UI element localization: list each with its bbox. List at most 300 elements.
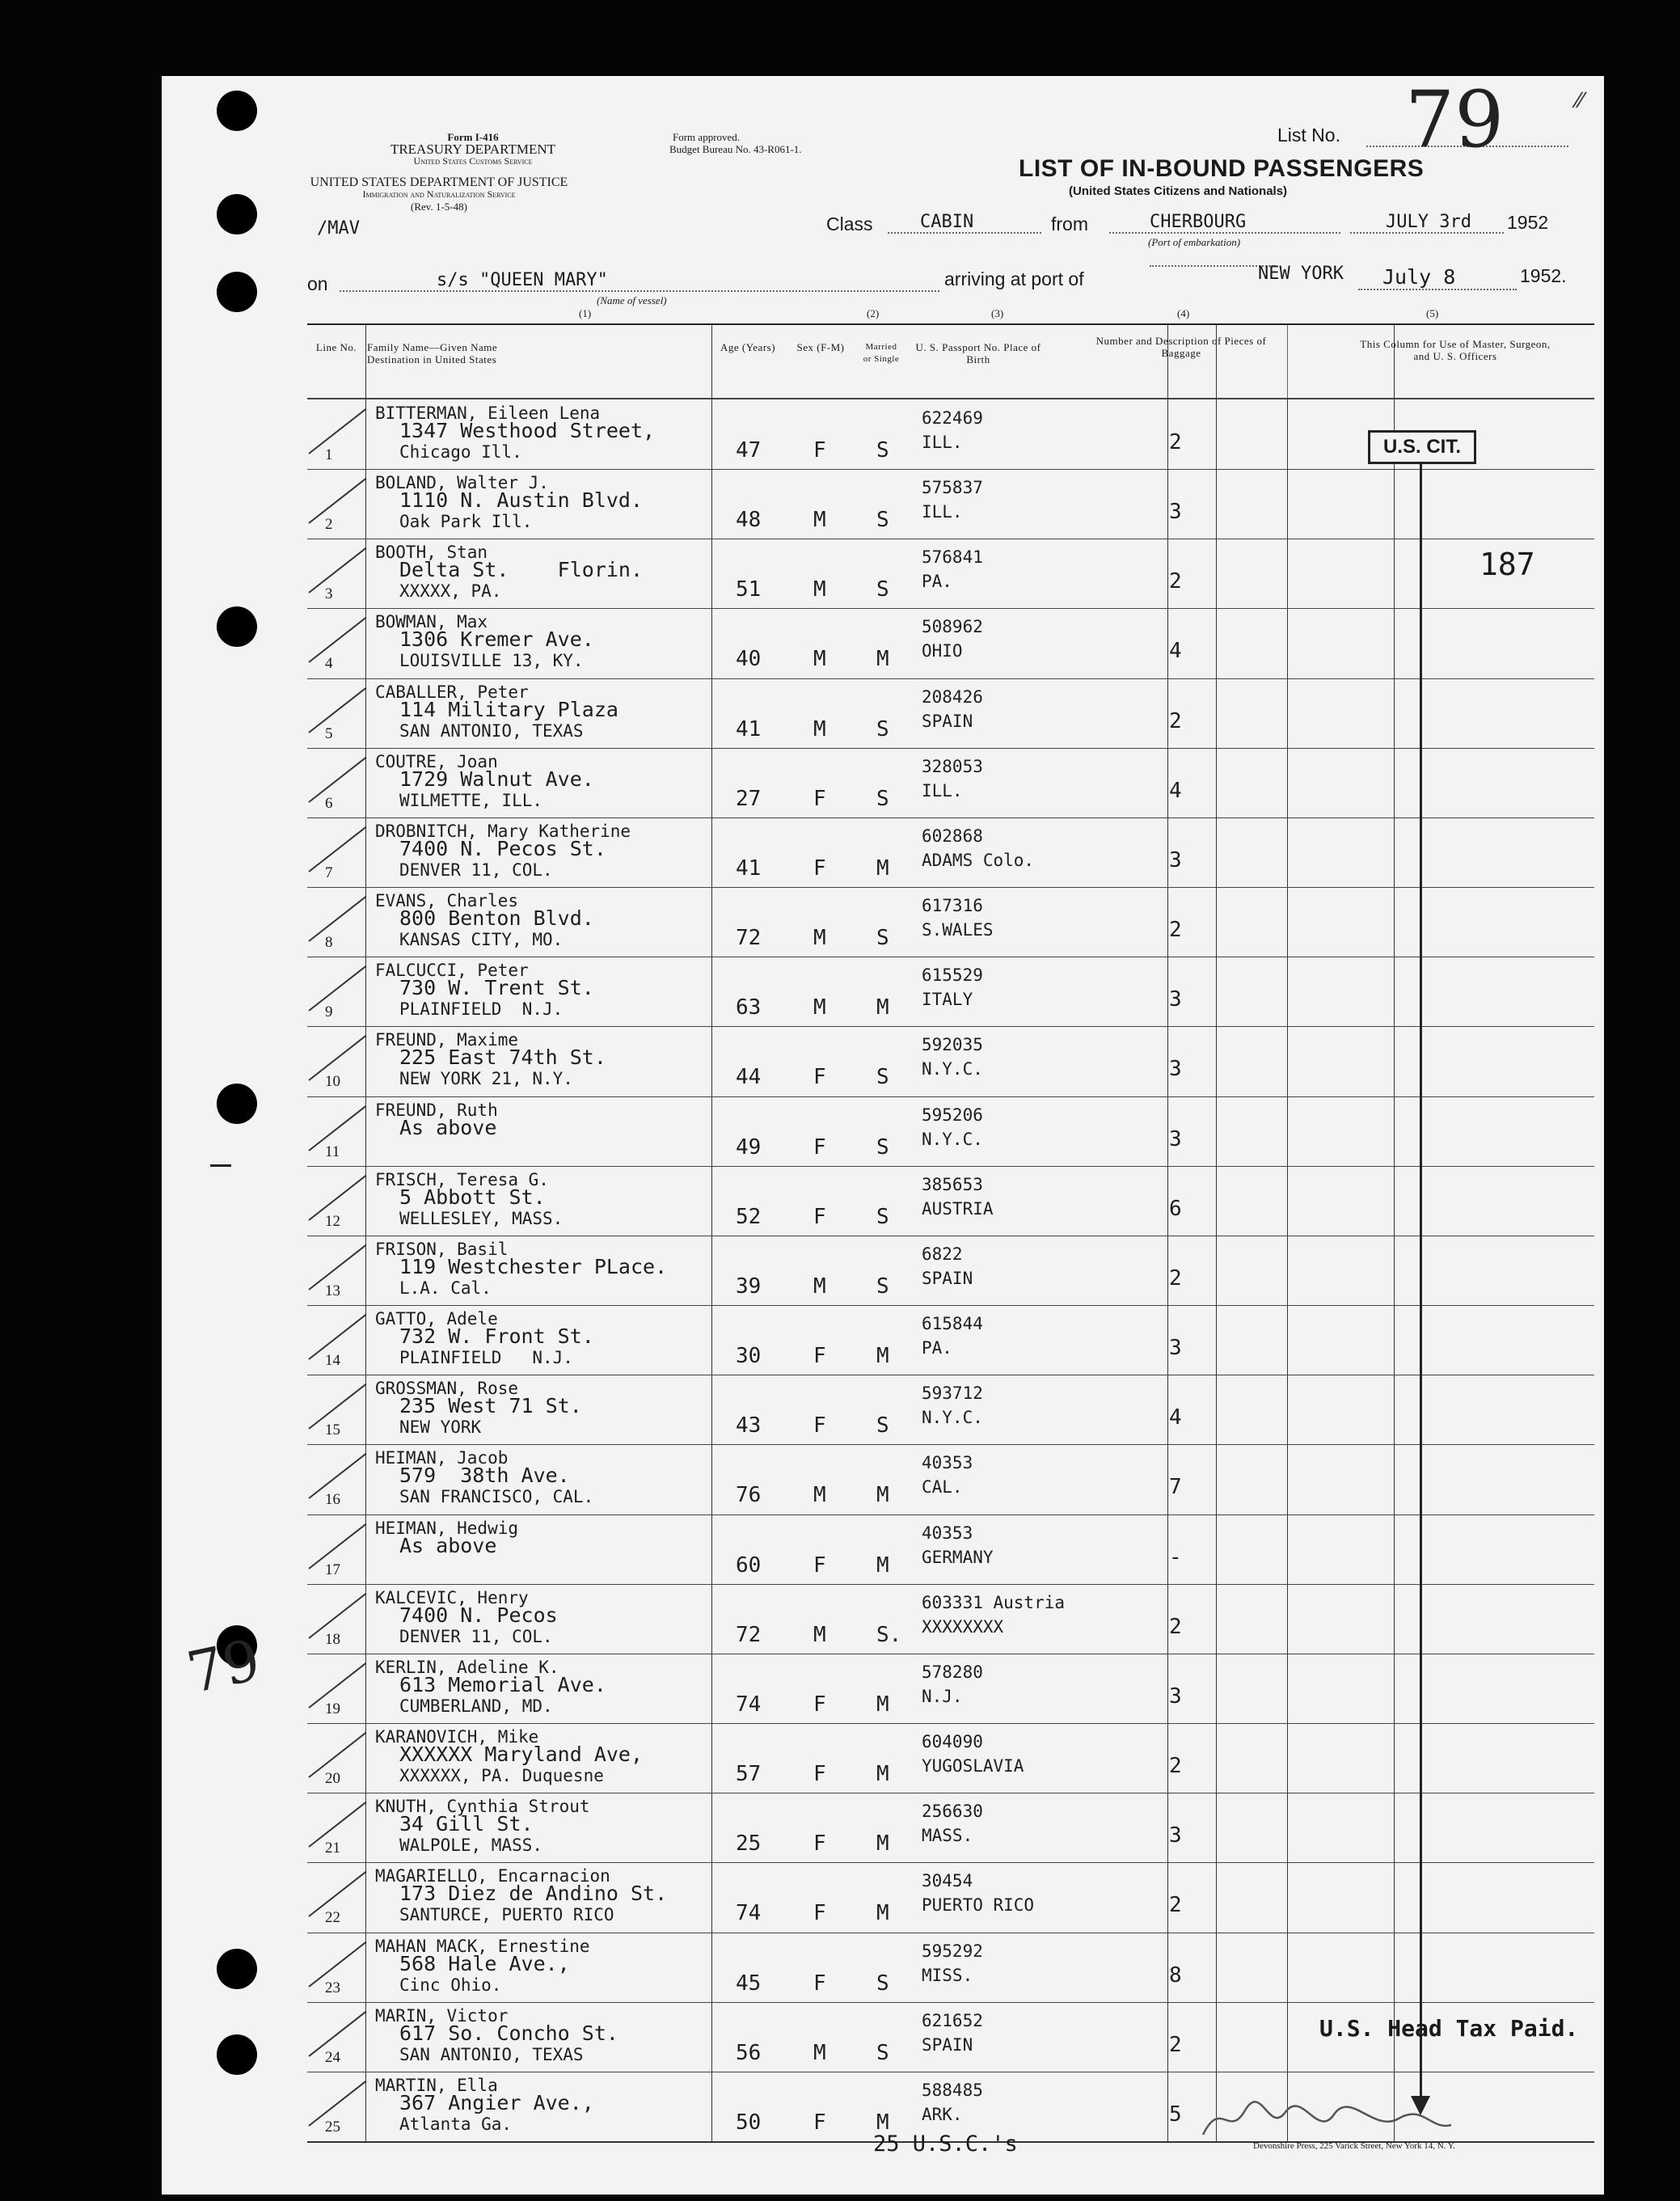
baggage-count: 2 <box>1169 430 1182 454</box>
passport-number: 256630 <box>922 1802 983 1822</box>
address-line: 1347 Westhood Street, <box>399 419 656 442</box>
customs-label: United States Customs Service <box>413 155 533 167</box>
table-row <box>307 1933 1594 2002</box>
place-of-birth: N.Y.C. <box>922 1129 983 1149</box>
age: 39 <box>736 1274 762 1299</box>
sex: M <box>813 995 826 1020</box>
age: 56 <box>736 2040 762 2065</box>
col-marker-2: (2) <box>867 307 880 319</box>
year-departure: 1952 <box>1507 212 1549 233</box>
baggage-count: 2 <box>1169 569 1182 594</box>
passenger-name: KNUTH, Cynthia Strout <box>375 1797 590 1817</box>
marital-status: S <box>876 577 889 602</box>
table-row <box>307 817 1594 887</box>
table-row <box>307 1096 1594 1166</box>
address-line: 7400 N. Pecos <box>399 1603 558 1627</box>
binder-hole <box>217 606 257 647</box>
place-of-birth: PA. <box>922 1338 952 1358</box>
col-header-line: Line No. <box>315 341 357 353</box>
binder-hole <box>217 272 257 312</box>
line-number: 6 <box>325 794 333 812</box>
table-row <box>307 748 1594 817</box>
marital-status: S <box>876 786 889 811</box>
baggage-count: 2 <box>1169 1614 1182 1639</box>
age: 63 <box>736 995 762 1020</box>
line-number: 8 <box>325 934 333 952</box>
age: 41 <box>736 855 762 881</box>
table-row <box>307 1236 1594 1305</box>
approved-label: Form approved. <box>673 131 741 143</box>
line-number: 23 <box>325 1979 340 1996</box>
place-of-birth: ITALY <box>922 990 973 1010</box>
address-line: 1729 Walnut Ave. <box>399 767 594 791</box>
check-mark <box>308 757 366 803</box>
passenger-name: MARTIN, Ella <box>375 2075 498 2095</box>
class-label: Class <box>826 213 873 234</box>
clerk-initials: /MAV <box>317 218 360 239</box>
document-title: LIST OF IN-BOUND PASSENGERS <box>1019 155 1425 182</box>
from-label: from <box>1051 213 1088 234</box>
form-header-block <box>340 131 606 167</box>
marital-status: M <box>876 995 889 1020</box>
baggage-count: 3 <box>1169 847 1182 872</box>
line-number: 13 <box>325 1282 340 1299</box>
marital-status: M <box>876 1692 889 1717</box>
line-number: 10 <box>325 1073 340 1091</box>
address-line: As above <box>399 1533 497 1557</box>
marital-status: S <box>876 438 889 463</box>
col-header-age: Age (Years) <box>720 341 776 353</box>
col-header-sex: Sex (F-M) <box>796 341 845 353</box>
passenger-name: COUTRE, Joan <box>375 751 498 771</box>
place-of-birth: N.J. <box>922 1686 963 1706</box>
on-label: on <box>307 273 328 294</box>
marital-status: M <box>876 855 889 881</box>
place-of-birth: N.Y.C. <box>922 1059 983 1079</box>
address-city: WALPOLE, MASS. <box>399 1836 543 1856</box>
baggage-count: 2 <box>1169 1754 1182 1779</box>
table-row <box>307 469 1594 539</box>
age: 50 <box>736 2110 762 2135</box>
passport-number: 508962 <box>922 617 983 637</box>
address-line: 617 So. Concho St. <box>399 2021 618 2045</box>
address-line: 173 Diez de Andino St. <box>399 1882 668 1906</box>
line-number: 12 <box>325 1212 340 1230</box>
place-of-birth: XXXXXXXX <box>922 1616 1004 1637</box>
baggage-count: 2 <box>1169 2032 1182 2057</box>
budget-label: Budget Bureau No. 43-R061-1. <box>669 143 802 155</box>
line-number: 15 <box>325 1422 340 1439</box>
baggage-count: 7 <box>1169 1475 1182 1500</box>
passport-number: 578280 <box>922 1662 983 1682</box>
age: 72 <box>736 926 762 951</box>
line-number: 9 <box>325 1003 333 1021</box>
check-mark <box>308 826 366 872</box>
table-row <box>307 1584 1594 1654</box>
address-city: SAN ANTONIO, TEXAS <box>399 2044 584 2064</box>
table-row <box>307 1793 1594 1862</box>
age: 51 <box>736 577 762 602</box>
marital-status: S <box>876 926 889 951</box>
baggage-count: 3 <box>1169 1823 1182 1848</box>
address-line: Delta St. Florin. <box>399 558 644 582</box>
passenger-name: FREUND, Ruth <box>375 1100 498 1120</box>
line-number: 4 <box>325 655 333 673</box>
class-value: CABIN <box>888 212 1041 234</box>
binder-hole <box>217 1084 257 1124</box>
sex: F <box>813 786 826 811</box>
check-mark <box>308 408 366 454</box>
place-of-birth: PA. <box>922 572 952 592</box>
passenger-name: FALCUCCI, Peter <box>375 961 529 981</box>
line-number: 18 <box>325 1630 340 1648</box>
place-of-birth: ILL. <box>922 502 963 522</box>
line-number: 7 <box>325 864 333 881</box>
binder-hole <box>217 91 257 131</box>
sex: F <box>813 438 826 463</box>
officer-signature <box>1197 2094 1455 2143</box>
marital-status: M <box>876 1553 889 1578</box>
marital-status: S <box>876 716 889 741</box>
address-line: 732 W. Front St. <box>399 1324 594 1349</box>
address-city: SAN FRANCISCO, CAL. <box>399 1487 594 1507</box>
address-line: 7400 N. Pecos St. <box>399 836 606 860</box>
address-line: 119 Westchester PLace. <box>399 1254 668 1278</box>
justice-label: UNITED STATES DEPARTMENT OF JUSTICE <box>310 175 568 189</box>
age: 74 <box>736 1901 762 1926</box>
age: 47 <box>736 438 762 463</box>
passenger-name: BOWMAN, Max <box>375 612 488 632</box>
place-of-birth: SPAIN <box>922 1268 973 1288</box>
place-of-birth: ADAMS Colo. <box>922 850 1035 870</box>
address-city: SANTURCE, PUERTO RICO <box>399 1905 614 1925</box>
baggage-count: 4 <box>1169 639 1182 664</box>
place-of-birth: AUSTRIA <box>922 1198 994 1219</box>
line-number: 21 <box>325 1840 340 1857</box>
sex: M <box>813 1483 826 1508</box>
marital-status: M <box>876 1831 889 1857</box>
departure-date: JULY 3rd <box>1350 212 1504 234</box>
sex: M <box>813 716 826 741</box>
check-mark <box>308 478 366 524</box>
marital-status: S <box>876 1204 889 1229</box>
binder-hole <box>217 194 257 234</box>
baggage-count: 3 <box>1169 1336 1182 1361</box>
address-line: 235 West 71 St. <box>399 1394 582 1418</box>
address-line: 730 W. Trent St. <box>399 976 594 1000</box>
baggage-count: 3 <box>1169 987 1182 1012</box>
address-city: KANSAS CITY, MO. <box>399 930 564 950</box>
address-city: WELLESLEY, MASS. <box>399 1208 564 1228</box>
age: 57 <box>736 1762 762 1787</box>
marital-status: S <box>876 508 889 533</box>
passport-number: 40353 <box>922 1523 973 1543</box>
marital-status: S <box>876 1065 889 1090</box>
passport-number: 6822 <box>922 1244 963 1264</box>
place-of-birth: ARK. <box>922 2104 963 2124</box>
place-of-birth: GERMANY <box>922 1547 994 1567</box>
passenger-name: GATTO, Adele <box>375 1309 498 1329</box>
age: 30 <box>736 1344 762 1369</box>
passenger-name: DROBNITCH, Mary Katherine <box>375 821 631 841</box>
vessel-note: (Name of vessel) <box>597 294 667 306</box>
arrival-port-value: NEW YORK <box>1258 264 1344 284</box>
baggage-count: 8 <box>1169 1962 1182 1988</box>
address-line: XXXXXX Maryland Ave, <box>399 1743 644 1767</box>
check-mark <box>308 896 366 942</box>
address-city: Cinc Ohio. <box>399 1975 502 1995</box>
form-number: Form I-416 <box>447 131 499 143</box>
sex: F <box>813 1831 826 1857</box>
address-line: 1306 Kremer Ave. <box>399 627 594 652</box>
address-city: XXXXX, PA. <box>399 581 502 602</box>
address-city: WILMETTE, ILL. <box>399 790 543 810</box>
baggage-count: 2 <box>1169 1893 1182 1918</box>
place-of-birth: MISS. <box>922 1965 973 1985</box>
address-line: 568 Hale Ave., <box>399 1951 570 1975</box>
col-header-officers: This Column for Use of Master, Surgeon, and U. S. Officers <box>1360 338 1551 362</box>
passenger-table <box>307 323 1594 2143</box>
footer-total: 25 U.S.C.'s <box>873 2131 1018 2157</box>
address-line: As above <box>399 1115 497 1139</box>
marital-status: M <box>876 1901 889 1926</box>
place-of-birth: SPAIN <box>922 711 973 731</box>
age: 72 <box>736 1622 762 1647</box>
address-city: DENVER 11, COL. <box>399 860 553 880</box>
sex: F <box>813 1971 826 1996</box>
address-city: CUMBERLAND, MD. <box>399 1696 553 1716</box>
address-city: PLAINFIELD N.J. <box>399 999 564 1020</box>
place-of-birth: CAL. <box>922 1477 963 1498</box>
ins-label: Immigration and Naturalization Service <box>362 188 516 200</box>
address-city: XXXXXX, PA. Duquesne <box>399 1766 604 1786</box>
baggage-count: 5 <box>1169 2102 1182 2127</box>
passenger-name: GROSSMAN, Rose <box>375 1379 519 1399</box>
age: 74 <box>736 1692 762 1717</box>
binder-hole <box>217 1949 257 1989</box>
marital-status: S <box>876 1413 889 1438</box>
passenger-name: KALCEVIC, Henry <box>375 1587 529 1607</box>
embark-port: CHERBOURG <box>1109 212 1340 234</box>
passport-number: 575837 <box>922 478 983 498</box>
check-mark <box>308 965 366 1012</box>
passport-number: 592035 <box>922 1035 983 1055</box>
marital-status: S <box>876 1971 889 1996</box>
age: 48 <box>736 508 762 533</box>
col-marker-5: (5) <box>1426 307 1439 319</box>
binder-hole <box>217 2034 257 2075</box>
address-line: 1110 N. Austin Blvd. <box>399 488 644 513</box>
sex: M <box>813 577 826 602</box>
address-city: PLAINFIELD N.J. <box>399 1348 573 1368</box>
approval-block <box>669 131 912 155</box>
table-row <box>307 1375 1594 1444</box>
sex: F <box>813 1204 826 1229</box>
baggage-count: 2 <box>1169 1265 1182 1291</box>
baggage-count: 3 <box>1169 500 1182 525</box>
treasury-label: TREASURY DEPARTMENT <box>390 142 556 157</box>
sex: F <box>813 1553 826 1578</box>
col-header-baggage: Number and Description of Pieces of Baggage <box>1095 335 1267 359</box>
marital-status: M <box>876 647 889 672</box>
sex: F <box>813 1413 826 1438</box>
line-number: 2 <box>325 516 333 534</box>
address-line: 114 Military Plaza <box>399 697 618 721</box>
ditto-arrow-line <box>1420 463 1422 2104</box>
line-number: 22 <box>325 1909 340 1927</box>
col-header-name: Family Name—Given Name Destination in United States <box>367 341 498 365</box>
address-city: Atlanta Ga. <box>399 2114 513 2134</box>
passenger-name: HEIMAN, Hedwig <box>375 1518 519 1538</box>
passport-number: 603331 Austria <box>922 1592 1066 1612</box>
margin-note: 79 <box>181 1626 266 1707</box>
line-number: 14 <box>325 1352 340 1370</box>
col-header-married: Married or Single <box>863 342 900 364</box>
passport-number: 595206 <box>922 1105 983 1125</box>
passenger-name: BOLAND, Walter J. <box>375 473 549 493</box>
address-city: Chicago Ill. <box>399 442 522 462</box>
age: 27 <box>736 786 762 811</box>
age: 76 <box>736 1483 762 1508</box>
marital-status: S. <box>876 1622 902 1647</box>
table-row <box>307 1723 1594 1793</box>
passport-number: 615844 <box>922 1314 983 1334</box>
place-of-birth: ILL. <box>922 433 963 452</box>
sex: M <box>813 1274 826 1299</box>
address-city: SAN ANTONIO, TEXAS <box>399 720 584 741</box>
table-row <box>307 887 1594 957</box>
table-row <box>307 1654 1594 1723</box>
arrival-port <box>1150 265 1276 267</box>
passenger-name: BOOTH, Stan <box>375 543 488 563</box>
table-row <box>307 1862 1594 1932</box>
passport-number: 576841 <box>922 547 983 568</box>
table-row <box>307 678 1594 748</box>
place-of-birth: ILL. <box>922 780 963 801</box>
document-subtitle: (United States Citizens and Nationals) <box>1069 184 1288 198</box>
address-line: 613 Memorial Ave. <box>399 1672 606 1696</box>
passenger-name: KARANOVICH, Mike <box>375 1727 539 1747</box>
line-number: 5 <box>325 725 333 742</box>
passenger-name: MARIN, Victor <box>375 2005 509 2026</box>
place-of-birth: SPAIN <box>922 2034 973 2055</box>
passport-number: 208426 <box>922 686 983 707</box>
check-mark <box>308 686 366 733</box>
address-city: L.A. Cal. <box>399 1278 492 1298</box>
line-number: 16 <box>325 1491 340 1509</box>
passenger-name: BITTERMAN, Eileen Lena <box>375 403 601 423</box>
corner-mark: ∕∕ <box>1577 87 1585 112</box>
table-row <box>307 539 1594 608</box>
marital-status: M <box>876 2110 889 2135</box>
baggage-count: 6 <box>1169 1196 1182 1221</box>
age: 52 <box>736 1204 762 1229</box>
sex: M <box>813 508 826 533</box>
age: 60 <box>736 1553 762 1578</box>
passenger-name: FRISON, Basil <box>375 1239 509 1259</box>
vessel-name: s/s "QUEEN MARY" <box>340 270 939 292</box>
table-row <box>307 1515 1594 1584</box>
sex: F <box>813 2110 826 2135</box>
line-number: 24 <box>325 2048 340 2066</box>
line-number: 3 <box>325 585 333 603</box>
sex: M <box>813 647 826 672</box>
marital-status: S <box>876 1134 889 1160</box>
age: 44 <box>736 1065 762 1090</box>
table-row <box>307 1166 1594 1236</box>
sex: F <box>813 1065 826 1090</box>
passenger-name: KERLIN, Adeline K. <box>375 1657 559 1677</box>
marital-status: S <box>876 1274 889 1299</box>
address-city: DENVER 11, COL. <box>399 1626 553 1646</box>
passenger-name: CABALLER, Peter <box>375 682 529 702</box>
embark-note: (Port of embarkation) <box>1148 236 1241 248</box>
place-of-birth: YUGOSLAVIA <box>922 1756 1024 1776</box>
line-number: 25 <box>325 2118 340 2136</box>
passport-number: 595292 <box>922 1941 983 1961</box>
marital-status: M <box>876 1483 889 1508</box>
list-no-label: List No. <box>1277 125 1340 146</box>
marital-status: S <box>876 2040 889 2065</box>
baggage-count: 2 <box>1169 708 1182 733</box>
baggage-count: 4 <box>1169 778 1182 803</box>
margin-mark <box>210 1164 231 1167</box>
passport-number: 622469 <box>922 408 983 428</box>
passport-number: 602868 <box>922 826 983 846</box>
place-of-birth: N.Y.C. <box>922 1408 983 1428</box>
passport-number: 328053 <box>922 756 983 776</box>
baggage-count: 3 <box>1169 1126 1182 1151</box>
marital-status: M <box>876 1762 889 1787</box>
passport-number: 621652 <box>922 2010 983 2030</box>
revision-label: (Rev. 1-5-48) <box>411 201 467 213</box>
passport-number: 593712 <box>922 1384 983 1404</box>
age: 49 <box>736 1134 762 1160</box>
passport-number: 40353 <box>922 1453 973 1473</box>
sex: M <box>813 926 826 951</box>
place-of-birth: MASS. <box>922 1826 973 1846</box>
sex: M <box>813 1622 826 1647</box>
age: 40 <box>736 647 762 672</box>
head-tax-paid: U.S. Head Tax Paid. <box>1319 2015 1579 2042</box>
table-row <box>307 1026 1594 1096</box>
baggage-count: - <box>1169 1544 1182 1569</box>
marital-status: M <box>876 1344 889 1369</box>
age: 41 <box>736 716 762 741</box>
address-line: 579 38th Ave. <box>399 1464 570 1488</box>
table-row <box>307 608 1594 678</box>
baggage-count: 3 <box>1169 1683 1182 1709</box>
check-mark <box>308 547 366 594</box>
passenger-name: MAHAN MACK, Ernestine <box>375 1936 590 1956</box>
passport-number: 588485 <box>922 2080 983 2100</box>
passenger-name: FREUND, Maxime <box>375 1030 519 1050</box>
line-number: 17 <box>325 1561 340 1578</box>
line-number: 19 <box>325 1700 340 1717</box>
place-of-birth: OHIO <box>922 641 963 661</box>
sex: F <box>813 1134 826 1160</box>
passenger-name: MAGARIELLO, Encarnacion <box>375 1866 610 1886</box>
baggage-count: 4 <box>1169 1405 1182 1430</box>
check-mark <box>308 617 366 663</box>
line-number: 11 <box>325 1143 340 1160</box>
arrival-date: July 8 <box>1358 265 1517 290</box>
passenger-name: FRISCH, Teresa G. <box>375 1169 549 1189</box>
age: 45 <box>736 1971 762 1996</box>
passenger-count: 187 <box>1479 547 1535 582</box>
sex: F <box>813 855 826 881</box>
col-marker-1: (1) <box>579 307 592 319</box>
